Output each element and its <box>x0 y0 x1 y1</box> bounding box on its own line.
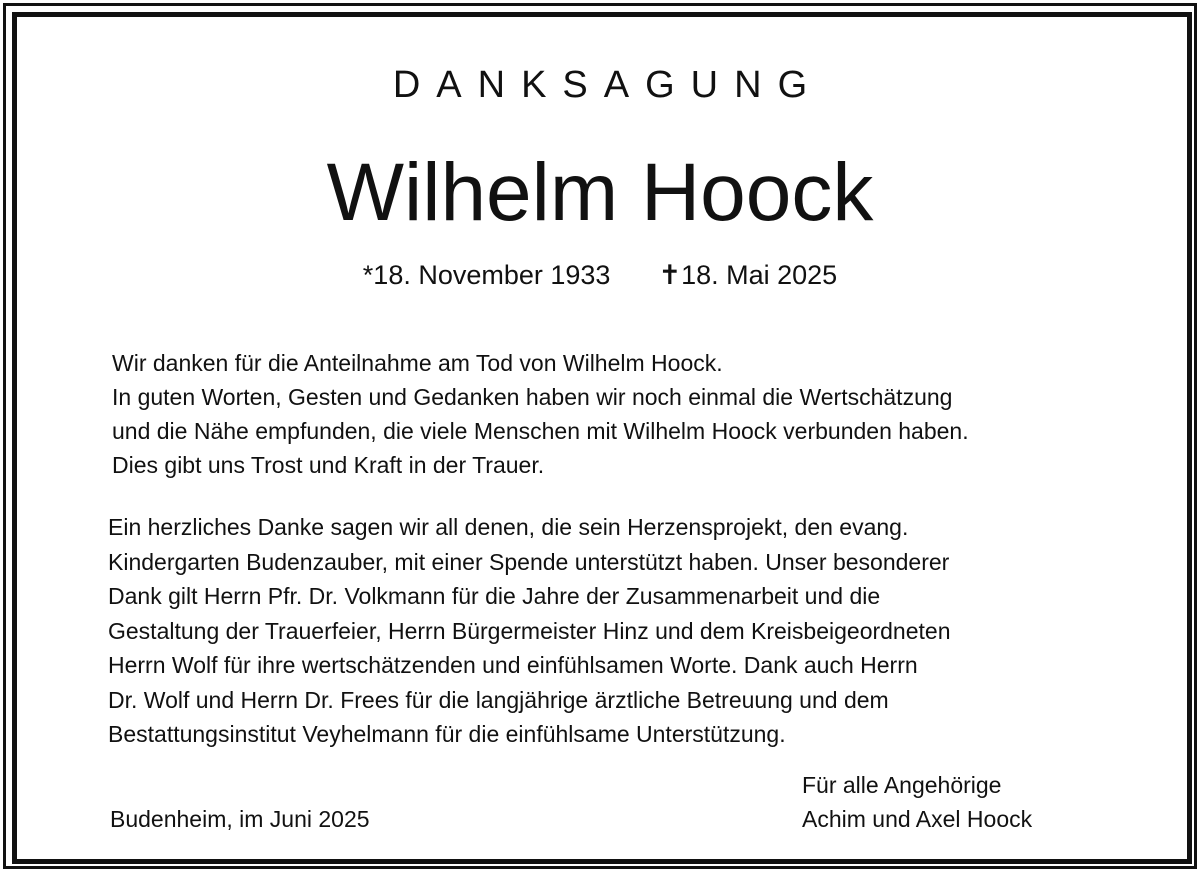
birth-date: *18. November 1933 <box>362 260 611 290</box>
deceased-name: Wilhelm Hoock <box>326 147 874 238</box>
life-dates <box>0 259 1200 291</box>
paragraph-line: Bestattungsinstitut Veyhelmann für die einfühlsame Unterstützung. <box>108 721 786 747</box>
death-date: ✝18. Mai 2025 <box>658 260 838 290</box>
paragraph-line: Kindergarten Budenzauber, mit einer Spende unterstützt haben. Unser besonderer <box>108 548 950 575</box>
paragraph-line: Dank gilt Herrn Pfr. Dr. Volkmann für die Jahre der Zusammenarbeit und die <box>108 583 881 609</box>
heading-danksagung: DANKSAGUNG <box>392 64 824 106</box>
signature-block <box>802 768 1032 836</box>
paragraph-line: Herrn Wolf für ihre wertschätzenden und einfühlsamen Worte. Dank auch Herrn <box>108 652 918 678</box>
signature-line-1: Für alle Angehörige <box>802 772 1002 798</box>
thanks-paragraph-2 <box>108 510 1108 752</box>
place-date: Budenheim, im Juni 2025 <box>110 806 370 832</box>
thanks-paragraph-1 <box>112 346 1112 482</box>
paragraph-line: Gestaltung der Trauerfeier, Herrn Bürgermeister Hinz und dem Kreisbeigeordneten <box>108 617 951 644</box>
paragraph-line: Dr. Wolf und Herrn Dr. Frees für die langjährige ärztliche Betreuung und dem <box>108 686 889 713</box>
paragraph-line: Ein herzliches Danke sagen wir all denen, die sein Herzensprojekt, den evang. <box>108 514 909 540</box>
signature-line-2: Achim und Axel Hoock <box>802 806 1033 832</box>
paragraph-line: In guten Worten, Gesten und Gedanken haben wir noch einmal die Wertschätzung <box>112 384 953 410</box>
paragraph-line: und die Nähe empfunden, die viele Menschen mit Wilhelm Hoock verbunden haben. <box>112 418 969 444</box>
paragraph-line: Dies gibt uns Trost und Kraft in der Trauer. <box>112 452 545 478</box>
paragraph-line: Wir danken für die Anteilnahme am Tod von Wilhelm Hoock. <box>112 350 723 376</box>
